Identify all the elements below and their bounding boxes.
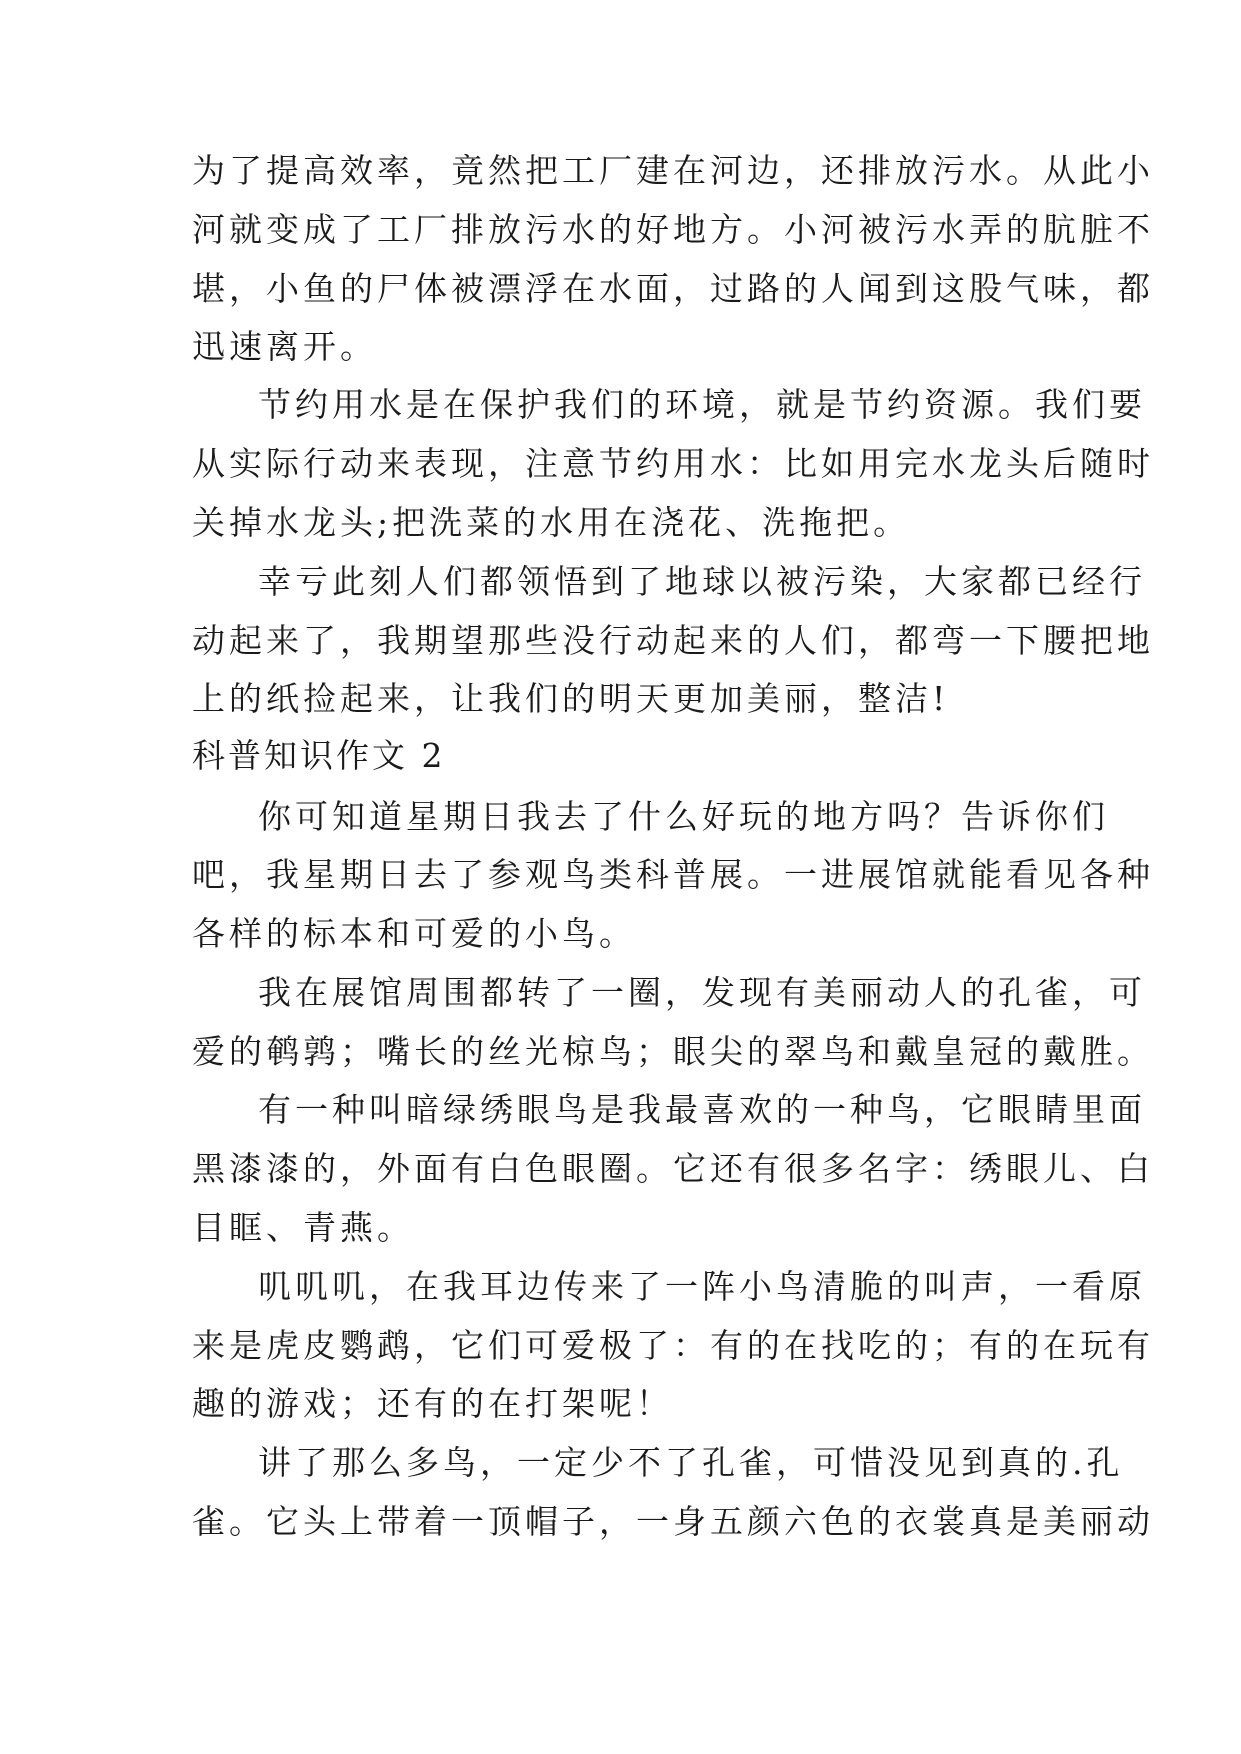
paragraph-line: 有一种叫暗绿绣眼鸟是我最喜欢的一种鸟，它眼睛里面 bbox=[258, 1090, 1146, 1129]
paragraph-line: 黑漆漆的，外面有白色眼圈。它还有很多名字：绣眼儿、白 bbox=[192, 1149, 1154, 1188]
paragraph-line: 雀。它头上带着一顶帽子，一身五颜六色的衣裳真是美丽动 bbox=[192, 1502, 1154, 1541]
paragraph-line: 目眶、青燕。 bbox=[192, 1208, 414, 1247]
paragraph-line: 上的纸捡起来，让我们的明天更加美丽，整洁! bbox=[192, 679, 950, 718]
paragraph-line: 从实际行动来表现，注意节约用水：比如用完水龙头后随时 bbox=[192, 444, 1154, 483]
paragraph-line: 爱的鹌鹑；嘴长的丝光椋鸟；眼尖的翠鸟和戴皇冠的戴胜。 bbox=[192, 1032, 1154, 1071]
section-heading: 科普知识作文 2 bbox=[192, 736, 446, 775]
paragraph-line: 趣的游戏；还有的在打架呢！ bbox=[192, 1384, 673, 1423]
paragraph-line: 幸亏此刻人们都领悟到了地球以被污染，大家都已经行 bbox=[258, 562, 1146, 601]
paragraph-line: 河就变成了工厂排放污水的好地方。小河被污水弄的肮脏不 bbox=[192, 210, 1154, 249]
paragraph-line: 叽叽叽，在我耳边传来了一阵小鸟清脆的叫声，一看原 bbox=[258, 1267, 1146, 1306]
paragraph-line: 吧，我星期日去了参观鸟类科普展。一进展馆就能看见各种 bbox=[192, 855, 1154, 894]
paragraph-line: 节约用水是在保护我们的环境，就是节约资源。我们要 bbox=[258, 385, 1146, 424]
paragraph-line: 堪，小鱼的尸体被漂浮在水面，过路的人闻到这股气味，都 bbox=[192, 269, 1154, 308]
paragraph-line: 迅速离开。 bbox=[192, 327, 377, 366]
paragraph-line: 我在展馆周围都转了一圈，发现有美丽动人的孔雀，可 bbox=[258, 973, 1146, 1012]
paragraph-line: 你可知道星期日我去了什么好玩的地方吗？告诉你们 bbox=[258, 797, 1109, 836]
paragraph-line: 讲了那么多鸟，一定少不了孔雀，可惜没见到真的.孔 bbox=[258, 1443, 1124, 1482]
paragraph-line: 关掉水龙头;把洗菜的水用在浇花、洗拖把。 bbox=[192, 503, 911, 542]
paragraph-line: 各样的标本和可爱的小鸟。 bbox=[192, 914, 636, 953]
paragraph-line: 为了提高效率，竟然把工厂建在河边，还排放污水。从此小 bbox=[192, 151, 1154, 190]
paragraph-line: 来是虎皮鹦鹉，它们可爱极了：有的在找吃的；有的在玩有 bbox=[192, 1326, 1154, 1365]
paragraph-line: 动起来了，我期望那些没行动起来的人们，都弯一下腰把地 bbox=[192, 621, 1154, 660]
